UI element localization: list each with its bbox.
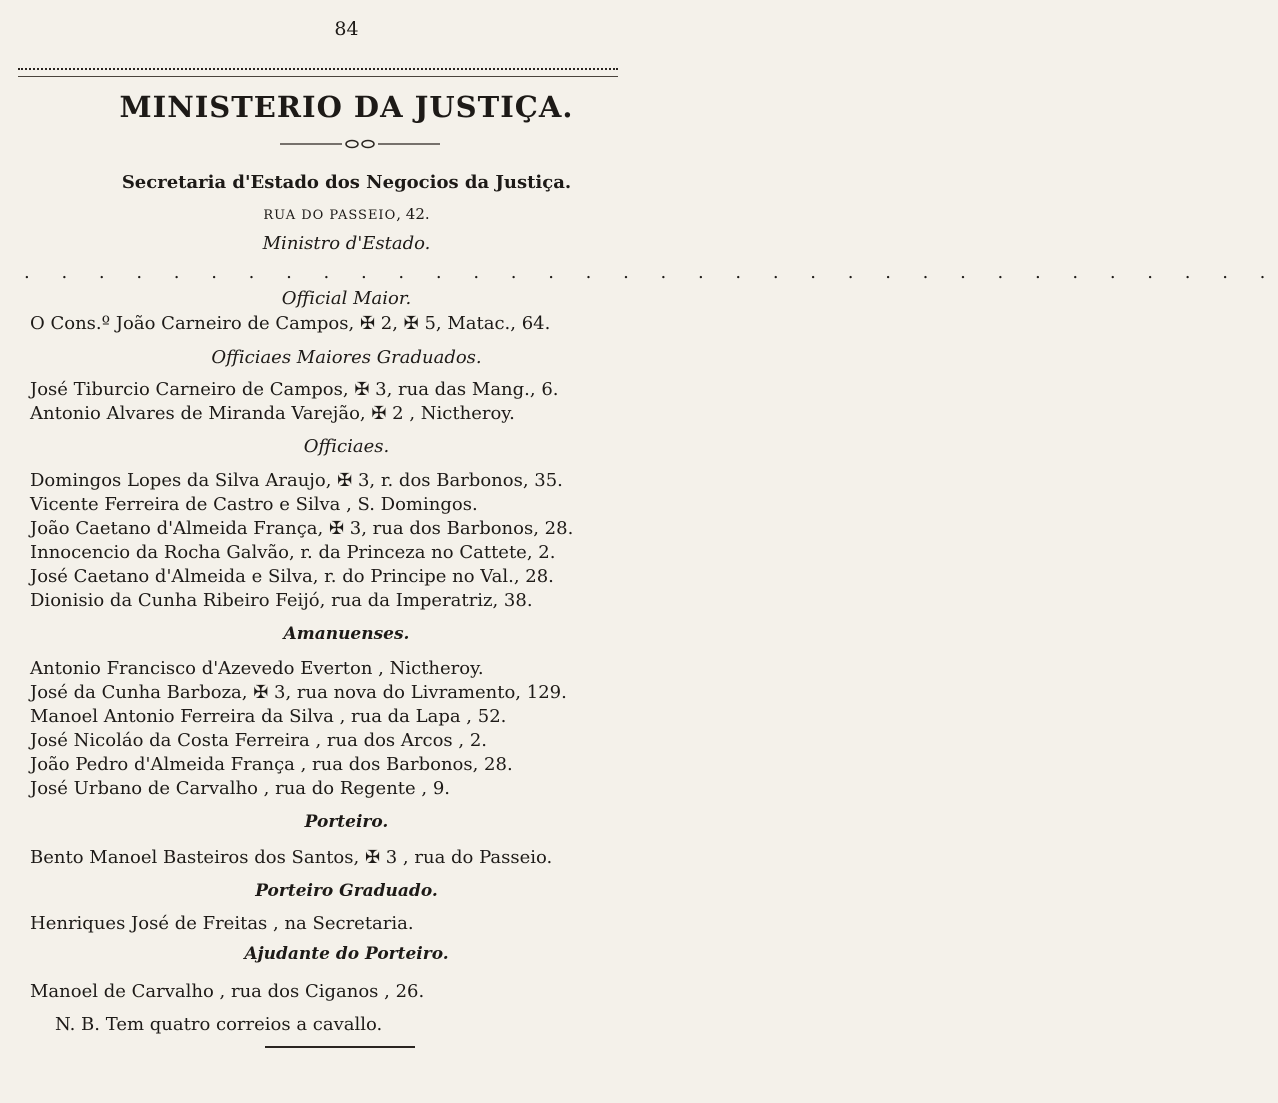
page-number: 84 [334, 18, 359, 40]
entry-line: Manoel de Carvalho , rua dos Ciganos , 26. [30, 981, 425, 1002]
entry-line: João Pedro d'Almeida França , rua dos Barbonos, 28. [30, 754, 513, 775]
top-rule [18, 68, 618, 77]
heading-oficiaes: Officiaes. [303, 436, 390, 457]
ministry-title: MINISTERIO DA JUSTIÇA. [119, 90, 574, 124]
ornament-divider [280, 138, 440, 150]
address-number: , 42. [396, 205, 430, 223]
nota-bene: N. B. Tem quatro correios a cavallo. [55, 1014, 383, 1035]
address-street: RUA DO PASSEIO [263, 208, 397, 223]
heading-ajudante: Ajudante do Porteiro. [244, 944, 449, 964]
entry-line: José Nicoláo da Costa Ferreira , rua dos Arcos , 2. [30, 730, 487, 751]
entry-line: João Caetano d'Almeida França, ✠ 3, rua dos Barbonos, 28. [30, 518, 574, 539]
entry-line: José Caetano d'Almeida e Silva, r. do Principe no Val., 28. [30, 566, 554, 587]
heading-oficiaes-maiores: Officiaes Maiores Graduados. [211, 347, 482, 368]
entry-line: Antonio Francisco d'Azevedo Everton , Nictheroy. [30, 658, 484, 679]
heading-amanuenses: Amanuenses. [283, 624, 410, 644]
entry-line: Dionisio da Cunha Ribeiro Feijó, rua da Imperatriz, 38. [30, 590, 533, 611]
entry-line: José Tiburcio Carneiro de Campos, ✠ 3, rua das Mang., 6. [30, 379, 559, 400]
heading-porteiro-graduado: Porteiro Graduado. [255, 881, 438, 901]
ministro-heading: Ministro d'Estado. [262, 233, 431, 254]
entry-line: Bento Manoel Basteiros dos Santos, ✠ 3 , rua do Passeio. [30, 847, 553, 868]
entry-line: Antonio Alvares de Miranda Varejão, ✠ 2 , Nictheroy. [30, 403, 515, 424]
dotted-leader: . . . . . . . . . . . . . . . . . . . . . . . . . . . . . . . . . . [24, 262, 1278, 283]
secretaria-heading: Secretaria d'Estado dos Negocios da Justiça. [121, 172, 572, 193]
entry-line: Innocencio da Rocha Galvão, r. da Princeza no Cattete, 2. [30, 542, 556, 563]
entry-line: José da Cunha Barboza, ✠ 3, rua nova do Livramento, 129. [30, 682, 567, 703]
entry-line: Vicente Ferreira de Castro e Silva , S. Domingos. [30, 494, 478, 515]
entry-line: O Cons.º João Carneiro de Campos, ✠ 2, ✠ 5, Matac., 64. [30, 313, 551, 334]
bottom-rule [265, 1046, 415, 1048]
entry-line: Henriques José de Freitas , na Secretaria. [30, 913, 414, 934]
address-line [0, 205, 693, 223]
heading-porteiro: Porteiro. [304, 812, 389, 832]
entry-line: Domingos Lopes da Silva Araujo, ✠ 3, r. dos Barbonos, 35. [30, 470, 563, 491]
entry-line: Manoel Antonio Ferreira da Silva , rua da Lapa , 52. [30, 706, 507, 727]
heading-oficial-maior: Official Maior. [281, 288, 412, 309]
entry-line: José Urbano de Carvalho , rua do Regente , 9. [30, 778, 451, 799]
